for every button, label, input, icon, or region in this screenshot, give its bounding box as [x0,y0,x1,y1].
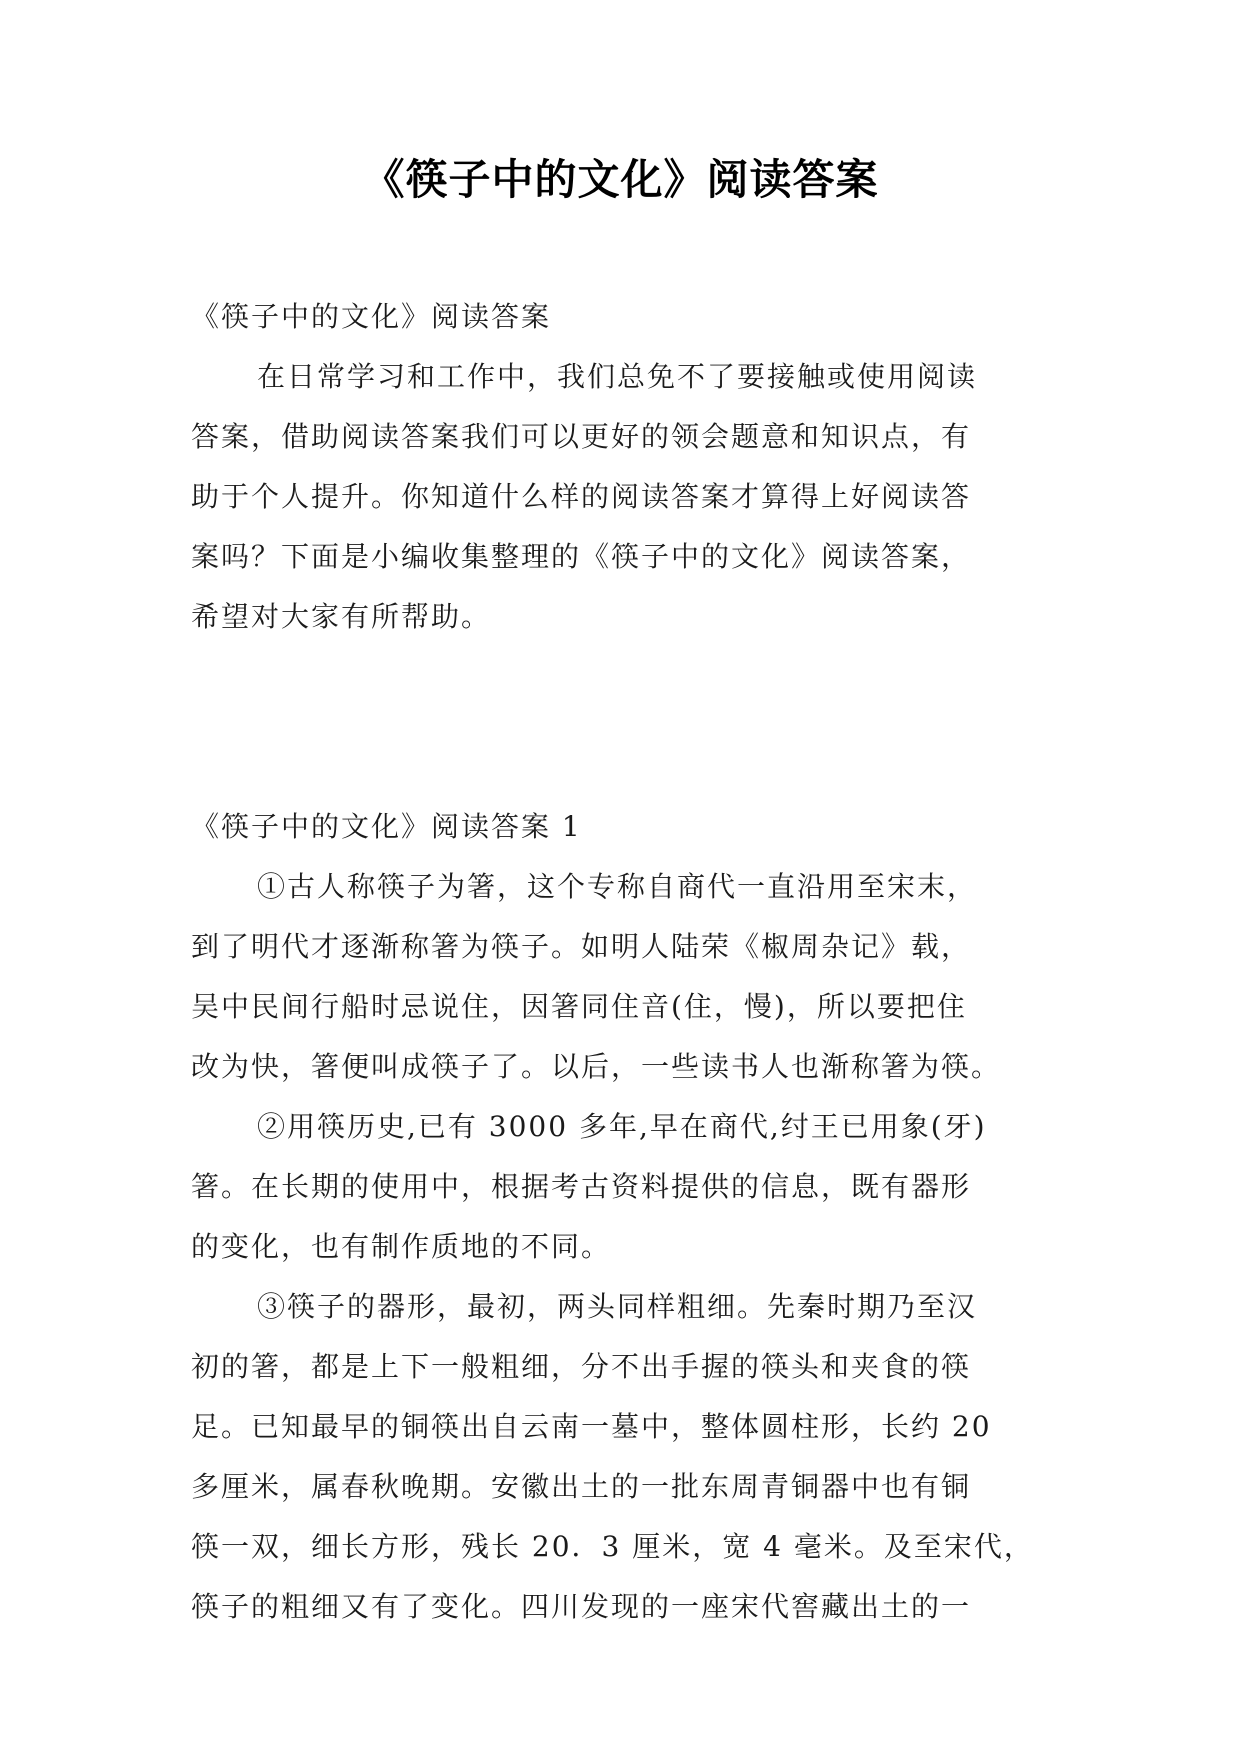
section-heading: 《筷子中的文化》阅读答案 1 [191,810,582,843]
document-body [191,287,1059,1637]
paragraph-3-line: 初的箸，都是上下一般粗细，分不出手握的筷头和夹食的筷 [191,1350,972,1383]
paragraph-2-line: 箸。在长期的使用中，根据考古资料提供的信息，既有器形 [191,1170,972,1203]
paragraph-1-line: 吴中民间行船时忌说住，因箸同住音(住，慢)，所以要把住 [191,990,967,1023]
paragraph-3-line: 足。已知最早的铜筷出自云南一墓中，整体圆柱形，长约 20 [191,1410,992,1443]
document-title: 《筷子中的文化》阅读答案 [362,155,879,204]
paragraph-3-line: ③筷子的器形，最初，两头同样粗细。先秦时期乃至汉 [257,1290,978,1323]
intro-line: 希望对大家有所帮助。 [191,600,492,633]
paragraph-2-line: ②用筷历史,已有 3000 多年,早在商代,纣王已用象(牙) [257,1110,987,1143]
section-gap [191,647,1059,797]
paragraph-1-line: ①古人称筷子为箸，这个专称自商代一直沿用至宋末， [257,870,978,903]
paragraph-1-line: 改为快，箸便叫成筷子了。以后，一些读书人也渐称箸为筷。 [191,1050,1002,1083]
intro-line: 助于个人提升。你知道什么样的阅读答案才算得上好阅读答 [191,480,972,513]
intro-heading: 《筷子中的文化》阅读答案 [191,300,552,333]
intro-line: 答案，借助阅读答案我们可以更好的领会题意和知识点，有 [191,420,972,453]
paragraph-1-line: 到了明代才逐渐称箸为筷子。如明人陆荣《椒周杂记》载， [191,930,972,963]
intro-line: 案吗？下面是小编收集整理的《筷子中的文化》阅读答案， [191,540,972,573]
paragraph-3-line: 筷一双，细长方形，残长 20．3 厘米，宽 4 毫米。及至宋代， [191,1530,1034,1563]
paragraph-2-line: 的变化，也有制作质地的不同。 [191,1230,612,1263]
paragraph-3-line: 筷子的粗细又有了变化。四川发现的一座宋代窖藏出土的一 [191,1590,972,1623]
intro-line: 在日常学习和工作中，我们总免不了要接触或使用阅读 [257,360,978,393]
paragraph-3-line: 多厘米，属春秋晚期。安徽出土的一批东周青铜器中也有铜 [191,1470,972,1503]
